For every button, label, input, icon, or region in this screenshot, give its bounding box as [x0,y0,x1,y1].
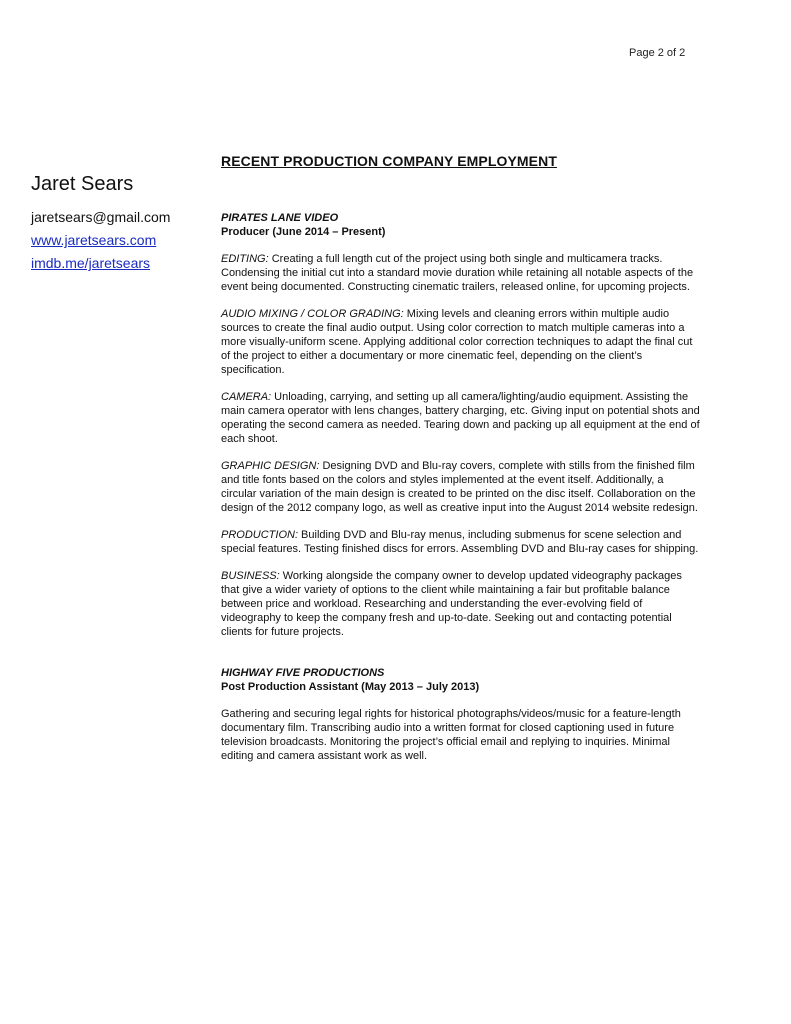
contact-sidebar [31,172,216,275]
duty-business [221,569,701,639]
duty-lead: BUSINESS: [221,570,280,582]
duty-text: Unloading, carrying, and setting up all camera/lighting/audio equipment. Assisting the main camera operator with lens changes, battery charging, etc. Giving input on potential shots and operating the second camera as needed. Tearing down and packing up all equipment at the end of each shoot. [221,391,700,445]
company-name: PIRATES LANE VIDEO [221,212,339,224]
section-title: RECENT PRODUCTION COMPANY EMPLOYMENT [221,153,557,169]
duty-editing [221,252,701,294]
duty-lead: GRAPHIC DESIGN: [221,460,320,472]
duty-text: Designing DVD and Blu-ray covers, complete with stills from the finished film and title fonts based on the colors and styles implemented at the event itself. Additionally, a circular variation of the main design is created to be printed on the disc itself. Collaboration on the design of the 2012 company logo, as well as creative input into the August 2014 website redesign. [221,460,698,514]
imdb-link[interactable]: imdb.me/jaretsears [31,255,151,271]
duty-graphic-design [221,459,701,515]
duty-lead: CAMERA: [221,391,272,403]
duty-text: Working alongside the company owner to develop updated videography packages that give a wider variety of options to the client while maintaining a fair but profitable balance between price and workload. Researching and understanding the ever-evolving field of videography to keep the company fresh and up-to-date. Seeking out and contacting potential clients for future projects. [221,570,682,638]
job-highway-five-productions [221,666,701,763]
candidate-name: Jaret Sears [31,173,134,195]
duty-lead: PRODUCTION: [221,529,298,541]
duty-camera [221,390,701,446]
duty-text: Creating a full length cut of the project using both single and multicamera tracks. Condensing the initial cut into a standard movie duration while retaining all notable aspects of the event being documented. Constructing cinematic trailers, released online, for upcoming projects. [221,253,694,293]
main-content [221,152,701,763]
duty-production [221,528,701,556]
duty-text: Mixing levels and cleaning errors within multiple audio sources to create the final audio output. Using color correction to match multiple cameras into a more visually-uniform scene. Applying additional color correction techniques to adapt the final cut of the project to either a documentary or more cinematic feel, depending on the client’s specification. [221,308,693,376]
job-pirates-lane-video [221,211,701,639]
email-address: jaretsears@gmail.com [31,209,171,225]
duty-lead: AUDIO MIXING / COLOR GRADING: [221,308,404,320]
company-name: HIGHWAY FIVE PRODUCTIONS [221,667,385,679]
job-summary: Gathering and securing legal rights for historical photographs/videos/music for a feature-length documentary film. Transcribing audio into a written format for closed captioning used in future television broadcasts. Monitoring the project’s official email and replying to inquiries. Minimal editing and camera assistant work as well. [221,708,681,762]
job-role: Post Production Assistant (May 2013 – July 2013) [221,681,480,693]
page-number: Page 2 of 2 [629,47,686,59]
duty-text: Building DVD and Blu-ray menus, including submenus for scene selection and special features. Testing finished discs for errors. Assembling DVD and Blu-ray cases for shipping. [221,529,699,555]
contact-details [31,206,216,275]
website-link[interactable]: www.jaretsears.com [31,232,157,248]
job-role: Producer (June 2014 – Present) [221,226,386,238]
duty-lead: EDITING: [221,253,269,265]
duty-audio-color [221,307,701,377]
